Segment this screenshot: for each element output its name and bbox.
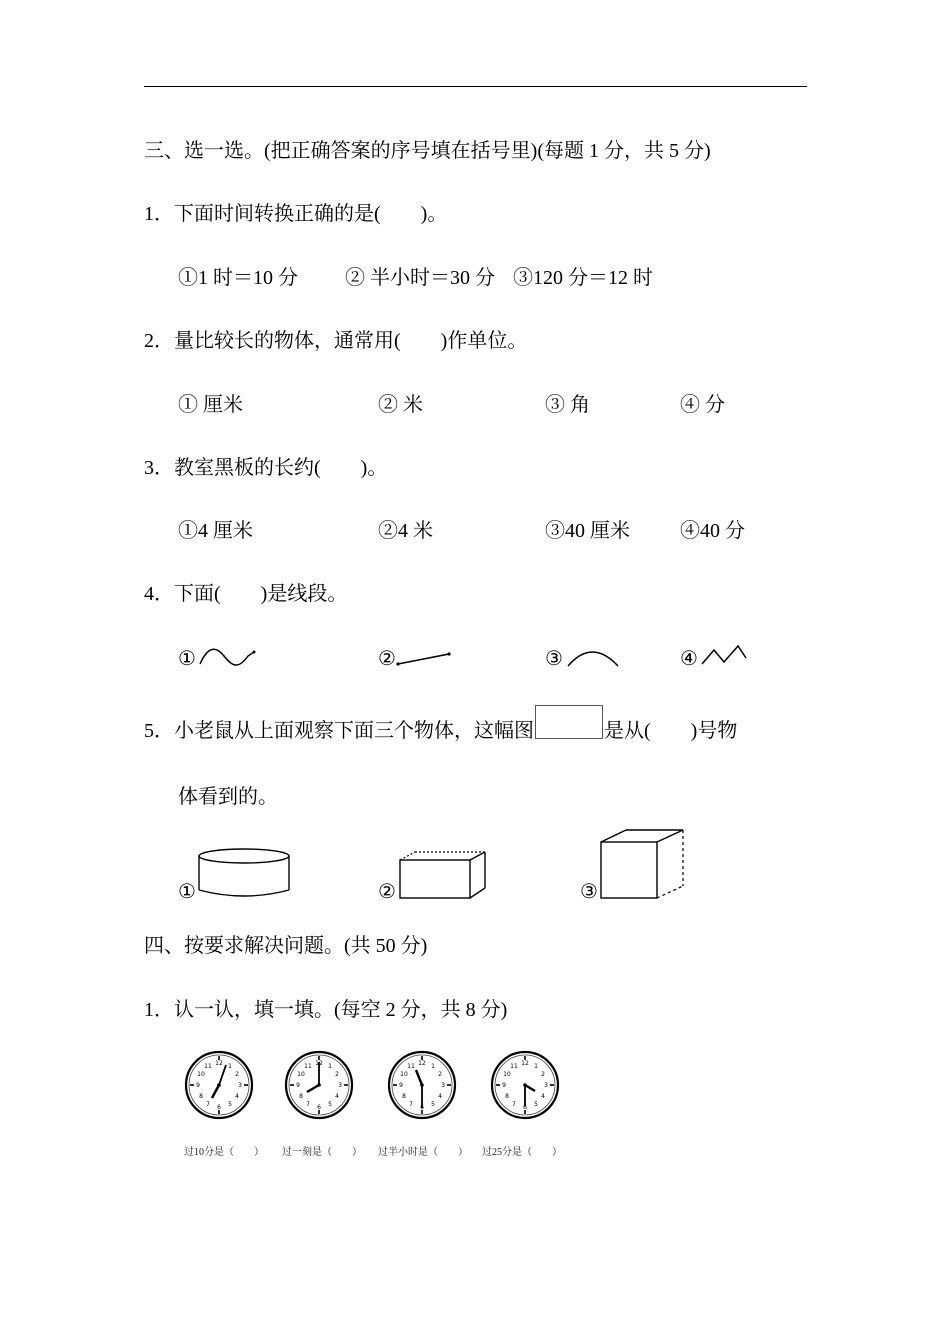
cylinder-figure xyxy=(196,846,294,902)
q2-option-3: ③ 角 xyxy=(545,394,590,416)
q3-option-1: ①4 厘米 xyxy=(178,520,253,542)
zigzag-figure xyxy=(700,642,750,668)
q2-stem: 2．量比较长的物体，通常用( )作单位。 xyxy=(144,330,528,352)
q3-option-4: ④40 分 xyxy=(680,520,745,542)
q5-stem-part-a: 5．小老鼠从上面观察下面三个物体，这幅图 xyxy=(144,720,534,742)
cube-figure xyxy=(598,826,688,902)
q4-option-4-mark: ④ xyxy=(680,648,698,670)
q4-option-2-mark: ② xyxy=(378,648,396,670)
clock-2-caption: 过一刻是（ ） xyxy=(282,1147,362,1158)
q2-option-1: ① 厘米 xyxy=(178,394,243,416)
line-segment-figure xyxy=(396,648,456,668)
clock-4-caption: 过25分是（ ） xyxy=(482,1147,562,1158)
q5-object-1-mark: ① xyxy=(178,881,196,903)
q5-stem-line2: 体看到的。 xyxy=(178,786,278,808)
q1-option-1: ①1 时＝10 分 xyxy=(178,267,298,289)
q3-option-3: ③40 厘米 xyxy=(545,520,630,542)
q1-option-3: ③120 分＝12 时 xyxy=(513,267,653,289)
header-rule xyxy=(144,86,807,87)
q5-stem-line1 xyxy=(144,705,737,744)
clock-2 xyxy=(286,1052,352,1118)
wavy-curve-figure xyxy=(198,644,258,670)
q4-option-3-mark: ③ xyxy=(545,648,563,670)
clock-4 xyxy=(492,1052,558,1118)
q3-option-2: ②4 米 xyxy=(378,520,433,542)
q5-stem-part-b: 是从( )号物 xyxy=(604,720,738,742)
cuboid-figure xyxy=(397,850,491,902)
q4-stem: 4．下面( )是线段。 xyxy=(144,583,348,605)
section4-heading: 四、按要求解决问题。(共 50 分) xyxy=(144,935,428,957)
section3-heading: 三、选一选。(把正确答案的序号填在括号里)(每题 1 分，共 5 分) xyxy=(144,140,711,162)
clock-1-caption: 过10分是（ ） xyxy=(184,1147,264,1158)
clock-3-caption: 过半小时是（ ） xyxy=(378,1147,468,1158)
q5-object-3-mark: ③ xyxy=(580,881,598,903)
s4-q1-stem: 1．认一认，填一填。(每空 2 分，共 8 分) xyxy=(144,999,508,1021)
arc-figure xyxy=(566,644,624,670)
clock-1 xyxy=(186,1052,252,1118)
clock-row xyxy=(184,1050,564,1122)
q1-stem: 1．下面时间转换正确的是( )。 xyxy=(144,203,448,225)
q4-option-1-mark: ① xyxy=(178,648,196,670)
q2-option-4: ④ 分 xyxy=(680,394,725,416)
q5-object-2-mark: ② xyxy=(378,881,396,903)
q2-option-2: ② 米 xyxy=(378,394,423,416)
clock-3 xyxy=(389,1052,455,1118)
q3-stem: 3．教室黑板的长约( )。 xyxy=(144,457,388,479)
top-view-rectangle xyxy=(535,705,603,739)
q1-option-2: ② 半小时＝30 分 xyxy=(345,267,495,289)
